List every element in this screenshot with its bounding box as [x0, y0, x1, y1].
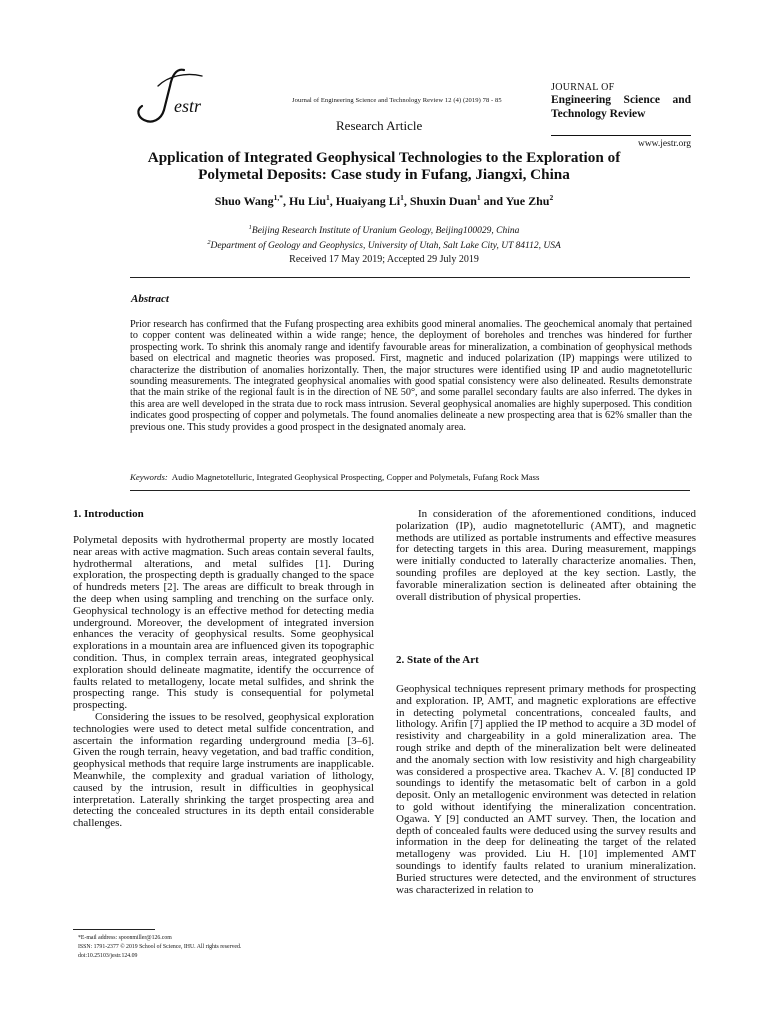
journal-logo [128, 66, 228, 130]
abstract-heading: Abstract [131, 293, 169, 305]
footnote-rule [73, 929, 155, 930]
masthead-rule [551, 135, 691, 136]
intro-continued [396, 509, 696, 603]
journal-citation: Journal of Engineering Science and Technology Review 12 (4) (2019) 78 - 85 [292, 97, 502, 104]
author: Huaiyang Li$^1$, [335, 193, 410, 208]
journal-name-line-2: Technology Review [551, 108, 646, 120]
author-list [118, 193, 650, 209]
received-dates: Received 17 May 2019; Accepted 29 July 2019 [289, 254, 479, 265]
keywords-text: Audio Magnetotelluric, Integrated Geophysical Prospecting, Copper and Polymetals, Fufang Rock Mass [171, 472, 540, 482]
divider-top [130, 277, 690, 278]
author: Shuxin Duan$^1$ and [409, 193, 506, 208]
state-body [396, 684, 696, 896]
state-heading-block [396, 655, 696, 667]
corresponding-email[interactable]: *E-mail address: spoonmiller@126.com [78, 935, 172, 941]
affiliations [118, 222, 650, 252]
section-heading: 1. Introduction [73, 508, 144, 520]
journal-website-link[interactable]: www.jestr.org [637, 139, 691, 149]
abstract-body: Prior research has confirmed that the Fufang prospecting area exhibits good mineral anomalies. The geochemical anomaly that pertained to copper content was delineated within a wide range; hence, the deployment of boreholes and trenches was hindered for further prospecting work. To shrink this anomaly range and identify favourable areas for mineralization, a combination of geophysical methods based on electrical and magnetic theories was proposed. First, magnetic and induced polarization (IP) mappings were utilized to characterize the distribution of anomalies horizontally. Then, the major structures were identified using IP and audio magnetotelluric sounding measurements. The integrated geophysical anomalies with good spatial consistency were also delineated. Results demonstrate that the main strike of the regional fault is in the direction of NE 50°, and some parallel secondary faults are also inferred. The dykes in this area are well developed in the strata due to rock mass intrusion. Several geophysical anomalies are highly superposed. This condition indicates good prospecting of copper and polymetals. The found anomalies delineate a new prospecting area that is 62% smaller than the previous one. This study provides a good prospect in the designated anomaly area. [130, 319, 692, 433]
intro-body [73, 535, 374, 830]
issn-copyright: ISSN: 1791-2377 © 2019 School of Science, IHU. All rights reserved. [78, 944, 242, 950]
doi[interactable]: doi:10.25103/jestr.124.09 [78, 953, 138, 959]
paragraph: Considering the issues to be resolved, geophysical exploration technologies were used to detect metal sulfide concentration, and ascertain the information regarding underground media [3–6]. Given the rough terrain, heavy vegetation, and bad traffic condition, geophysical methods that require large instruments are inapplicable. Meanwhile, the complexity and gradual variation of lithology, caused by the intrusion, result in difficulties in geophysical interpretation. Laterally shrinking the target prospecting area and detecting the concealed structures in its depth entail considerable challenges. [73, 710, 374, 830]
affiliation-2: $^2$Department of Geology and Geophysics, University of Utah, Salt Lake City, UT 84112, USA [207, 239, 561, 252]
footnote [78, 934, 241, 961]
author: Hu Liu$^1$, [288, 193, 336, 208]
keywords-label: Keywords: [130, 472, 168, 482]
intro-heading-block [73, 509, 374, 521]
journal-of-label: JOURNAL OF [551, 82, 615, 93]
section-heading: 2. State of the Art [396, 654, 479, 666]
author: Yue Zhu$^2$ [505, 193, 554, 208]
journal-name-line-1: Engineering Science and [551, 94, 691, 106]
paragraph: In consideration of the aforementioned conditions, induced polarization (IP), audio magnetotelluric (AMT), and magnetic methods are utilized as portable instruments and effective measures for detecting targets in this area. During measurement, mappings were initially conducted to laterally characterize anomalies. Then, sounding profiles are deployed at the key section. Lastly, the favorable mineralization section is delineated after obtaining the overall distribution of physical properties. [396, 508, 696, 603]
affiliation-1: $^1$Beijing Research Institute of Uranium Geology, Beijing100029, China [248, 224, 520, 237]
paragraph: Geophysical techniques represent primary methods for prospecting and exploration. IP, AMT, and magnetic explorations are effective in detecting polymetal concentrations, concealed faults, and lithology. Arifin [7] applied the IP method to acquire a 3D model of resistivity and chargeability in a gold mineralization area. The rough strike and depth of the mineralization belt were delineated and the anomaly section with low resistivity and high chargeability was considered a prospective area. Tkachev A. V. [8] conducted IP soundings to identify the metasomatic belt of carbon in a gold deposit. Only an metallogenic environment was detected in relation to gold without identifying the mineralization concentration. Ogawa. Y [9] conducted an AMT survey. Then, the location and depth of concealed faults were deduced using the survey results and information in the deep for delineating the target of the related metallogeny was provided. Liu H. [10] implemented AMT soundings to identify faults related to uranium mineralization. Buried structures were detected, and the environment of structures was characterized in relation to [396, 683, 696, 896]
author: Shuo Wang$^{1,*}$, [214, 193, 289, 208]
keywords [130, 472, 692, 482]
paper-title: Application of Integrated Geophysical Technologies to the Exploration of Polymetal Deposits: Case study in Fufang, Jiangxi, China [147, 149, 621, 183]
article-type: Research Article [336, 118, 423, 133]
divider-bottom [130, 490, 690, 491]
paragraph: Polymetal deposits with hydrothermal property are mostly located near areas with active magmation. Such areas contain several faults, hydrothermal alterations, and metal sulfides [1]. During exploration, the prospecting depth is gradually changed to the space of hundreds meters [2]. The areas are difficult to break through in the deep when using sampling and trenching on the surface only. Geophysical technology is an effective method for detecting media underground. Moreover, the development of integrated inversion enhances the veracity of geophysical results. Some geophysical explorations in a mountain area are influenced given its topographic condition. Thus, in complex terrain areas, integrated geophysical exploration should delineate magmatite, identify the occurrence of faults related to metallogeny, locate metal sulfides, and shrink the prospecting range. This study is consequential for polymetal prospecting. [73, 534, 374, 712]
journal-masthead [551, 82, 691, 149]
logo-text: estr [174, 96, 201, 116]
